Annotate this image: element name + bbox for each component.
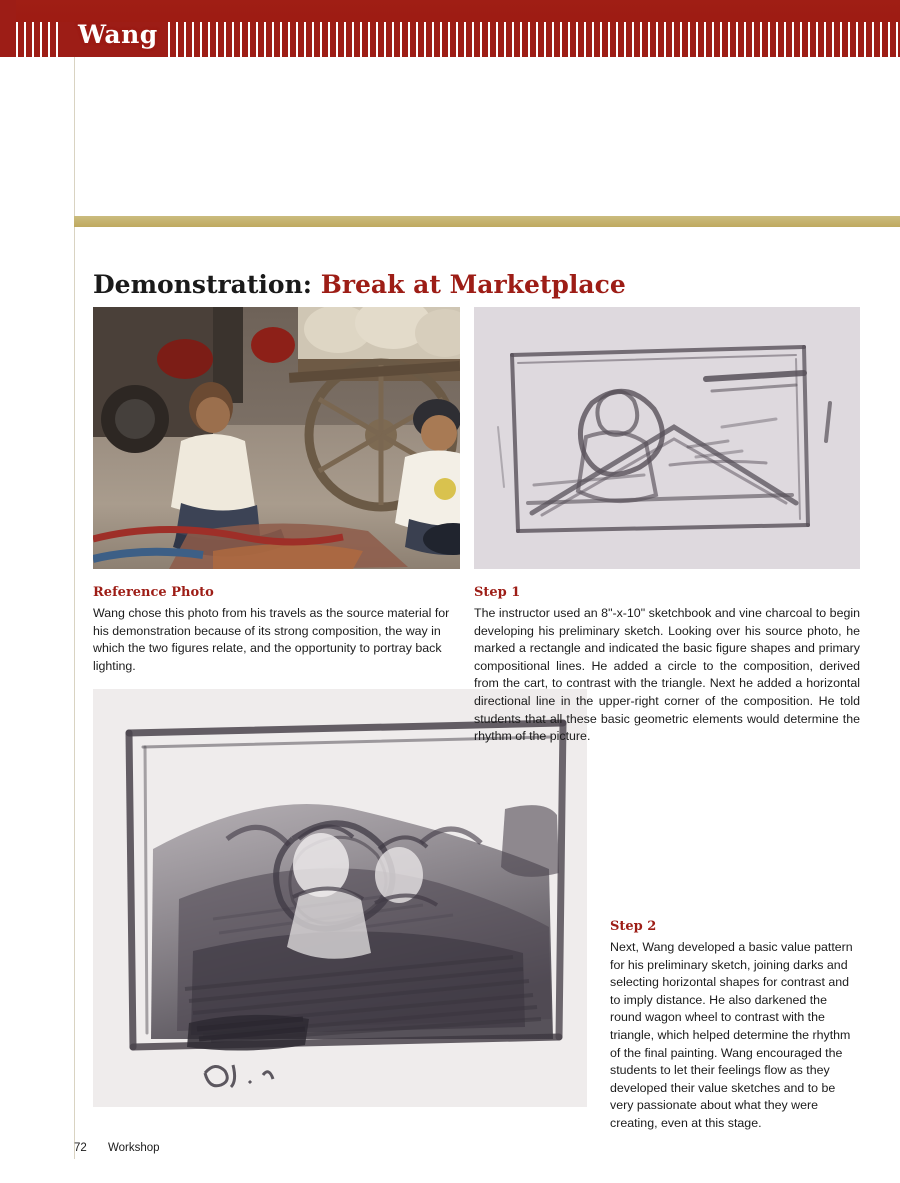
- caption-step-2: [610, 919, 860, 1133]
- step2-charcoal-illustration: [93, 689, 587, 1107]
- figure-step-2-sketch: [93, 689, 587, 1107]
- title-artwork-name: Break at Marketplace: [320, 269, 626, 299]
- gold-divider-rule: [74, 216, 900, 227]
- figure-step-1-sketch: [474, 307, 860, 569]
- header-left-block: [0, 0, 16, 57]
- caption-text: Next, Wang developed a basic value pattern for his preliminary sketch, joining darks and selecting horizontal shapes for contrast and to imply distance. He also darkened the round wagon wheel to contrast with the triangle, which helped determine the rhythm of the final painting. Wang encouraged the students to let their feelings flow as they developed their value sketches and to be very passionate about what they were creating, even at this stage.: [610, 940, 853, 1131]
- caption-text: Wang chose this photo from his travels as the source material for his demonstration because of its strong composition, the way in which the two figures relate, and the opportunity to portray back lighting.: [93, 606, 450, 673]
- reference-photo-illustration: [93, 307, 460, 569]
- caption-step-1: [474, 585, 860, 746]
- caption-heading: Reference Photo: [93, 585, 214, 600]
- page-number: 72: [74, 1142, 87, 1154]
- step1-charcoal-illustration: [474, 307, 860, 569]
- page-footer: [74, 1142, 160, 1154]
- running-head: Wang: [78, 20, 158, 49]
- caption-text: The instructor used an 8"-x-10" sketchbook and vine charcoal to begin developing his preliminary sketch. Looking over his source photo, he marked a rectangle and indicated the basic figure shapes and primary compositional lines. He added a circle to the composition, derived from the cart, to contrast with the triangle. Next he added a horizontal directional line in the upper-right corner of the composition. He told students that all these basic geometric elements would determine the rhythm of the picture.: [474, 606, 860, 744]
- figure-reference-photo: [93, 307, 460, 569]
- footer-section-label: Workshop: [108, 1142, 160, 1154]
- caption-heading: Step 2: [610, 919, 657, 934]
- page-title: [93, 270, 626, 299]
- title-prefix: Demonstration:: [93, 269, 321, 299]
- caption-heading: Step 1: [474, 585, 521, 600]
- caption-reference-photo: [93, 585, 460, 675]
